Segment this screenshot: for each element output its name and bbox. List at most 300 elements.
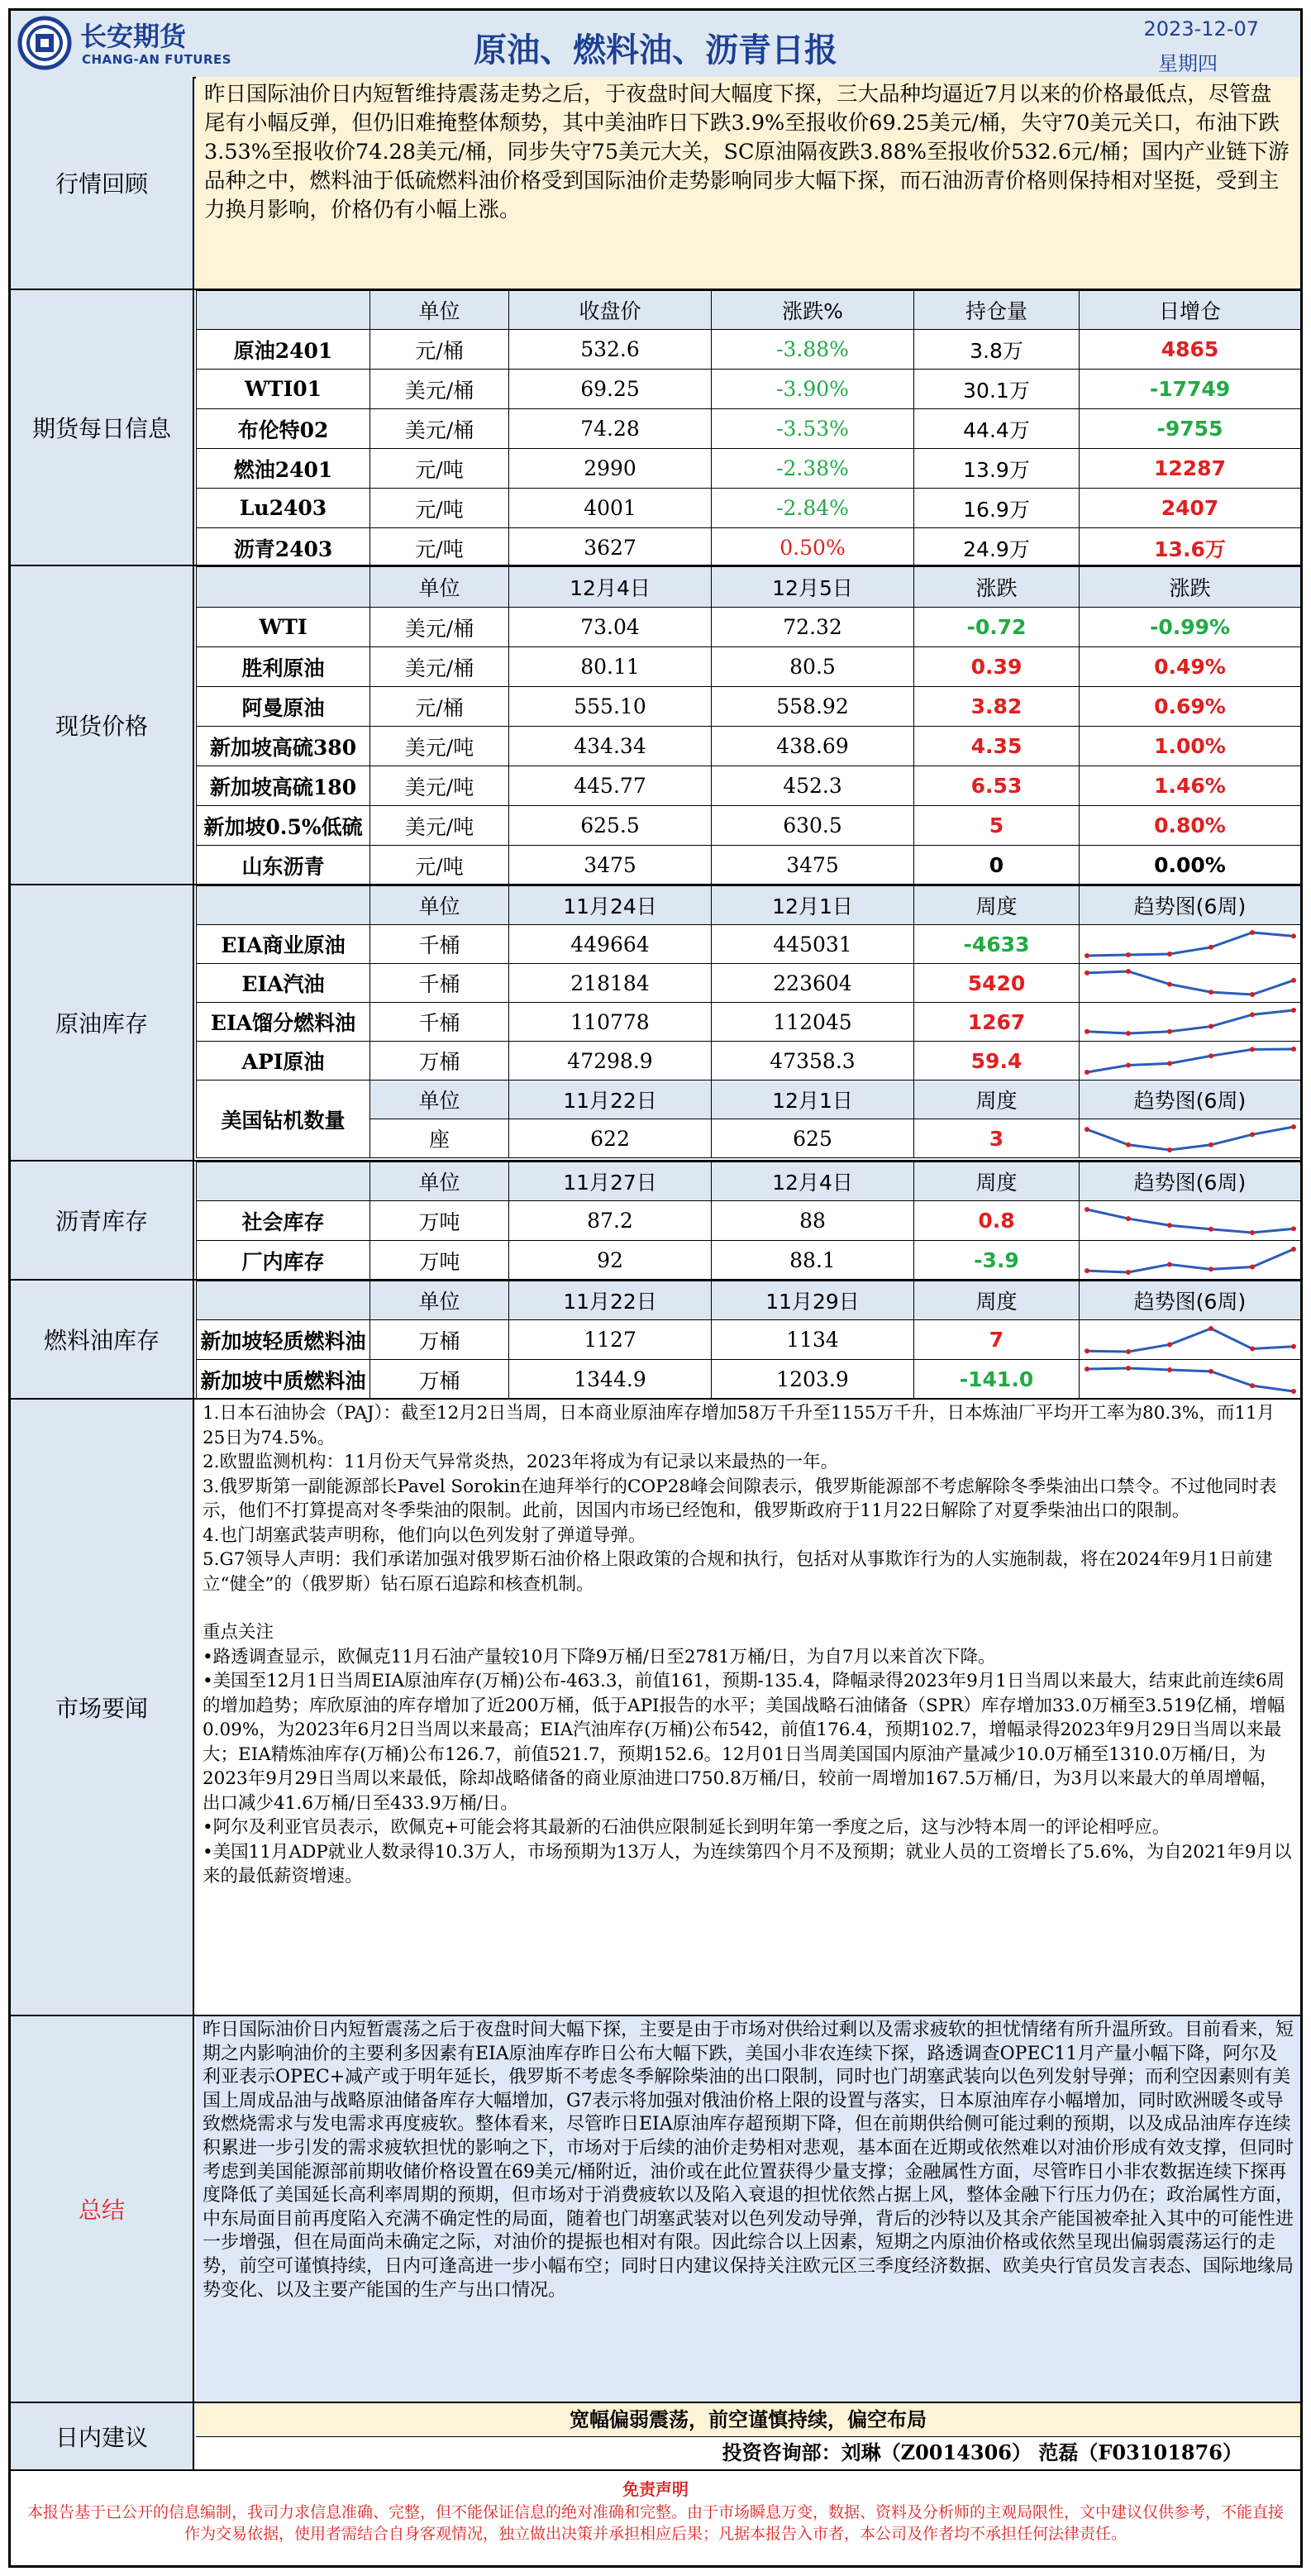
close-price: 2990	[509, 449, 712, 489]
table-row	[197, 608, 1301, 647]
table-header-row	[197, 1281, 1301, 1320]
value-latest: 1203.9	[712, 1360, 914, 1400]
trend-chart-cell	[1080, 1201, 1301, 1241]
column-header: 单位	[370, 567, 509, 608]
unit: 元/桶	[370, 687, 509, 727]
trend-point	[1126, 969, 1131, 974]
section-label: 燃料油库存	[11, 1281, 194, 1398]
market-review-section	[11, 77, 1300, 290]
trend-point	[1085, 1070, 1089, 1075]
section-label: 行情回顾	[11, 77, 194, 289]
trend-point	[1167, 952, 1172, 956]
table-header-row	[197, 1162, 1301, 1201]
trend-point	[1209, 1326, 1213, 1331]
price-day2: 72.32	[712, 608, 914, 647]
crude-inventory-table	[196, 885, 1301, 1158]
trend-sparkline	[1082, 966, 1299, 999]
product-name: 新加坡0.5%低硫	[197, 806, 370, 846]
value-latest: 88.1	[712, 1241, 914, 1281]
product-name: 阿曼原油	[197, 687, 370, 727]
trend-point	[1250, 1012, 1255, 1017]
unit: 元/吨	[370, 449, 509, 489]
trend-point	[1126, 1216, 1131, 1221]
trend-point	[1291, 1008, 1296, 1013]
column-header: 11月27日	[509, 1162, 712, 1201]
column-header: 单位	[370, 1162, 509, 1201]
contract-name: 燃油2401	[197, 449, 370, 489]
table-row	[197, 687, 1301, 727]
trend-point	[1209, 1024, 1213, 1029]
unit: 美元/吨	[370, 806, 509, 846]
change-percent: 0.50%	[712, 528, 914, 568]
trend-point	[1209, 990, 1213, 995]
focus-item: •阿尔及利亚官员表示，欧佩克+可能会将其最新的石油供应限制延长到明年第一季度之后，这与沙特本周一的评论相呼应。	[203, 1817, 1170, 1838]
inventory-name: 社会库存	[197, 1201, 370, 1241]
weekly-change: 59.4	[914, 1042, 1080, 1080]
unit: 美元/吨	[370, 727, 509, 766]
spot-price-section	[11, 566, 1300, 885]
trend-point	[1085, 1366, 1089, 1371]
trend-point	[1085, 1029, 1089, 1034]
column-header: 收盘价	[509, 291, 712, 330]
value-prev: 1344.9	[509, 1360, 712, 1400]
open-interest: 3.8万	[914, 330, 1080, 370]
intraday-suggestion-text: 宽幅偏弱震荡，前空谨慎持续，偏空布局	[196, 2403, 1300, 2437]
weekly-change: -141.0	[914, 1360, 1080, 1400]
news-item: 2.欧盟监测机构：11月份天气异常炎热，2023年将成为有记录以来最热的一年。	[203, 1452, 839, 1472]
table-row	[197, 925, 1301, 964]
column-header: 涨跌%	[712, 291, 914, 330]
section-label: 总结	[11, 2016, 194, 2402]
open-interest-change: -17749	[1080, 370, 1301, 409]
trend-chart-cell	[1080, 964, 1301, 1003]
table-header-row	[197, 567, 1301, 608]
price-day1: 3475	[509, 846, 712, 885]
contract-name: WTI01	[197, 370, 370, 409]
trend-sparkline	[1082, 1122, 1299, 1155]
fuel-inventory-section	[11, 1281, 1300, 1400]
unit: 元/吨	[370, 846, 509, 885]
change-percent: -2.38%	[712, 449, 914, 489]
price-day2: 80.5	[712, 647, 914, 687]
table-row	[197, 1042, 1301, 1080]
table-row	[197, 846, 1301, 885]
trend-point	[1291, 1343, 1296, 1348]
trend-chart-cell	[1080, 1320, 1301, 1360]
trend-point	[1085, 1127, 1089, 1132]
trend-point	[1209, 1053, 1213, 1058]
trend-line	[1087, 1209, 1294, 1233]
section-label: 日内建议	[11, 2403, 194, 2469]
inventory-name: 新加坡轻质燃料油	[197, 1320, 370, 1360]
column-header: 周度	[914, 886, 1080, 925]
weekly-change: 1267	[914, 1003, 1080, 1042]
weekly-change: -4633	[914, 925, 1080, 964]
unit: 万桶	[370, 1042, 509, 1080]
trend-point	[1209, 1368, 1213, 1373]
value-latest: 112045	[712, 1003, 914, 1042]
change-percent: -3.90%	[712, 370, 914, 409]
trend-point	[1250, 1346, 1255, 1351]
price-change-percent: 0.80%	[1080, 806, 1301, 846]
trend-point	[1209, 1226, 1213, 1231]
price-day2: 452.3	[712, 766, 914, 806]
trend-point	[1250, 1047, 1255, 1052]
unit: 万吨	[370, 1241, 509, 1281]
open-interest-change: 2407	[1080, 489, 1301, 528]
trend-point	[1167, 1262, 1172, 1267]
value-prev: 218184	[509, 964, 712, 1003]
unit: 万桶	[370, 1320, 509, 1360]
price-day2: 558.92	[712, 687, 914, 727]
table-row	[197, 370, 1301, 409]
price-day1: 80.11	[509, 647, 712, 687]
product-name: WTI	[197, 608, 370, 647]
asphalt-inventory-table	[196, 1162, 1301, 1281]
focus-item: •美国至12月1日当周EIA原油库存(万桶)公布-463.3，前值161，预期-135.4，降幅录得2023年9月1日当周以来最大，结束此前连续6周的增加趋势；库欣原油的库存增加了近200万桶，低于API报告的水平；美国战略石油储备（SPR）库存增加33.0万桶至3.519亿桶，增幅0.09%，为2023年6月2日当周以来最高；EIA汽油库存(万桶)公布542，前值176.4，预期102.7，增幅录得2023年9月29日当周以来最大；EIA精炼油库存(万桶)公布126.7，前值521.7，预期152.6。12月01日当周美国国内原油产量减少10.0万桶至1310.0万桶/日，为2023年9月29日当周以来最低，除却战略储备的商业原油进口750.8万桶/日，较前一周增加167.5万桶/日，为3月以来最大的单周增幅，出口减少41.6万桶/日至433.9万桶/日。	[203, 1671, 1285, 1814]
trend-point	[1250, 1264, 1255, 1269]
disclaimer-text: 本报告基于已公开的信息编制，我司力求信息准确、完整，但不能保证信息的绝对准确和完整。由于市场瞬息万变，数据、资料及分析师的主观局限性，文中建议仅供参考，不能直接作为交易依据，使用者需结合自身客观情况，独立做出决策并承担相应后果；凡据本报告入市者，本公司及作者均不承担任何法律责任。	[26, 2503, 1284, 2543]
report-weekday: 星期四	[1158, 52, 1218, 75]
news-item: 5.G7领导人声明：我们承诺加强对俄罗斯石油价格上限政策的合规和执行，包括对从事欺诈行为的人实施制裁，将在2024年9月1日前建立“健全”的（俄罗斯）钻石原石追踪和核查机制。	[203, 1549, 1273, 1595]
rig-header-row	[197, 1080, 1301, 1119]
weekly-change: 5420	[914, 964, 1080, 1003]
value-latest: 223604	[712, 964, 914, 1003]
trend-chart-cell	[1080, 1241, 1301, 1281]
trend-line	[1087, 1127, 1294, 1150]
price-day2: 3475	[712, 846, 914, 885]
trend-point	[1085, 1348, 1089, 1353]
column-header: 11月24日	[509, 886, 712, 925]
unit: 美元/桶	[370, 608, 509, 647]
trend-point	[1167, 982, 1172, 987]
news-item: 1.日本石油协会（PAJ）：截至12月2日当周，日本商业原油库存增加58万千升至1155万千升，日本炼油厂平均开工率为80.3%，而11月25日为74.5%。	[203, 1403, 1275, 1448]
disclaimer-section	[11, 2471, 1300, 2565]
price-change-percent: 1.46%	[1080, 766, 1301, 806]
price-day1: 625.5	[509, 806, 712, 846]
column-header: 周度	[914, 1162, 1080, 1201]
contract-name: 原油2401	[197, 330, 370, 370]
value-prev: 110778	[509, 1003, 712, 1042]
market-news-section	[11, 1400, 1300, 2016]
open-interest: 30.1万	[914, 370, 1080, 409]
trend-line	[1087, 971, 1294, 995]
trend-sparkline	[1082, 928, 1299, 961]
trend-point	[1291, 978, 1296, 983]
column-header	[197, 886, 370, 925]
column-header: 持仓量	[914, 291, 1080, 330]
trend-point	[1250, 1230, 1255, 1235]
trend-point	[1085, 1207, 1089, 1212]
close-price: 69.25	[509, 370, 712, 409]
trend-chart-cell	[1080, 1003, 1301, 1042]
focus-title: 重点关注	[203, 1622, 274, 1643]
table-row	[197, 766, 1301, 806]
open-interest-change: 13.6万	[1080, 528, 1301, 568]
value-prev: 622	[509, 1119, 712, 1158]
value-latest: 1134	[712, 1320, 914, 1360]
value-prev: 1127	[509, 1320, 712, 1360]
column-header: 单位	[370, 1080, 509, 1119]
weekly-change: 0.8	[914, 1201, 1080, 1241]
contract-name: Lu2403	[197, 489, 370, 528]
trend-sparkline	[1082, 1044, 1299, 1077]
column-header: 趋势图(6周)	[1080, 1080, 1301, 1119]
trend-point	[1167, 1029, 1172, 1034]
table-row	[197, 449, 1301, 489]
disclaimer-title: 免责声明	[622, 2479, 689, 2499]
column-header: 趋势图(6周)	[1080, 1162, 1301, 1201]
product-name: 新加坡高硫180	[197, 766, 370, 806]
spot-table	[196, 566, 1301, 885]
trend-line	[1087, 1329, 1294, 1352]
news-item: 3.俄罗斯第一副能源部长Pavel Sorokin在迪拜举行的COP28峰会间隙表示，俄罗斯能源部不考虑解除冬季柴油出口禁令。不过他同时表示，他们不打算提高对冬季柴油的限制。此前，因国内市场已经饱和，俄罗斯政府于11月22日解除了对夏季柴油出口的限制。	[203, 1476, 1277, 1521]
unit: 元/吨	[370, 489, 509, 528]
weekly-change: 3	[914, 1119, 1080, 1158]
value-latest: 88	[712, 1201, 914, 1241]
trend-chart-cell	[1080, 1119, 1301, 1158]
section-label: 沥青库存	[11, 1162, 194, 1279]
trend-chart-cell	[1080, 925, 1301, 964]
trend-point	[1291, 1124, 1296, 1129]
news-item: 4.也门胡塞武装声明称，他们向以色列发射了弹道导弹。	[203, 1524, 646, 1546]
trend-line	[1087, 1249, 1294, 1272]
trend-line	[1087, 1010, 1294, 1033]
trend-line	[1087, 1368, 1294, 1391]
value-prev: 47298.9	[509, 1042, 712, 1080]
advisor-info: 投资咨询部：刘琳（Z0014306） 范磊（F03101876）	[722, 2440, 1242, 2464]
intraday-suggestion-section	[11, 2403, 1300, 2471]
column-header: 单位	[370, 886, 509, 925]
trend-chart-cell	[1080, 1042, 1301, 1080]
trend-point	[1085, 1268, 1089, 1273]
trend-point	[1085, 953, 1089, 958]
column-header: 趋势图(6周)	[1080, 1281, 1301, 1320]
column-header	[197, 567, 370, 608]
trend-sparkline	[1082, 1005, 1299, 1038]
column-header: 单位	[370, 1281, 509, 1320]
open-interest-change: 4865	[1080, 330, 1301, 370]
price-day1: 434.34	[509, 727, 712, 766]
trend-sparkline	[1082, 1244, 1299, 1277]
price-day2: 630.5	[712, 806, 914, 846]
contract-name: 布伦特02	[197, 409, 370, 449]
table-row	[197, 489, 1301, 528]
price-day2: 438.69	[712, 727, 914, 766]
table-row	[197, 806, 1301, 846]
inventory-name: 新加坡中质燃料油	[197, 1360, 370, 1400]
value-prev: 87.2	[509, 1201, 712, 1241]
unit: 美元/吨	[370, 766, 509, 806]
column-header: 涨跌	[1080, 567, 1301, 608]
table-row	[197, 1201, 1301, 1241]
asphalt-inventory-section	[11, 1162, 1300, 1281]
trend-point	[1167, 1223, 1172, 1228]
column-header: 12月1日	[712, 886, 914, 925]
column-header: 11月29日	[712, 1281, 914, 1320]
trend-point	[1291, 933, 1296, 938]
trend-point	[1126, 1366, 1131, 1371]
unit: 千桶	[370, 964, 509, 1003]
close-price: 74.28	[509, 409, 712, 449]
column-header: 12月1日	[712, 1080, 914, 1119]
unit: 万桶	[370, 1360, 509, 1400]
trend-point	[1209, 1143, 1213, 1147]
trend-point	[1291, 1047, 1296, 1052]
product-name: 山东沥青	[197, 846, 370, 885]
value-latest: 625	[712, 1119, 914, 1158]
table-row	[197, 1241, 1301, 1281]
table-row	[197, 964, 1301, 1003]
column-header: 涨跌	[914, 567, 1080, 608]
rig-count-name: 美国钻机数量	[197, 1080, 370, 1158]
column-header: 趋势图(6周)	[1080, 886, 1301, 925]
section-label: 现货价格	[11, 566, 194, 884]
price-change-percent: -0.99%	[1080, 608, 1301, 647]
column-header: 日增仓	[1080, 291, 1301, 330]
inventory-name: 厂内库存	[197, 1241, 370, 1281]
unit: 美元/桶	[370, 370, 509, 409]
table-row	[197, 1320, 1301, 1360]
trend-sparkline	[1082, 1324, 1299, 1357]
unit: 元/吨	[370, 528, 509, 568]
column-header: 11月22日	[509, 1080, 712, 1119]
value-latest: 47358.3	[712, 1042, 914, 1080]
trend-point	[1291, 1247, 1296, 1252]
price-change: 4.35	[914, 727, 1080, 766]
price-change-percent: 0.49%	[1080, 647, 1301, 687]
trend-point	[1167, 1061, 1172, 1066]
trend-chart-cell	[1080, 1360, 1301, 1400]
unit: 千桶	[370, 1003, 509, 1042]
change-percent: -2.84%	[712, 489, 914, 528]
column-header: 周度	[914, 1080, 1080, 1119]
section-label: 市场要闻	[11, 1400, 194, 2015]
trend-point	[1085, 971, 1089, 976]
table-row	[197, 1003, 1301, 1042]
futures-table	[196, 290, 1301, 568]
company-name-en: CHANG-AN FUTURES	[82, 52, 232, 67]
table-row	[197, 727, 1301, 766]
summary-text: 昨日国际油价日内短暂震荡之后于夜盘时间大幅下探，主要是由于市场对供给过剩以及需求疲软的担忧情绪有所升温所致。目前看来，短期之内影响油价的主要利多因素有EIA原油库存昨日公布大幅下跌，美国小非农连续下探，路透调查OPEC11月产量小幅下降，阿尔及利亚表示OPEC+减产或于明年延长，俄罗斯不考虑冬季解除柴油的出口限制，同时也门胡塞武装向以色列发射导弹；而利空因素则有美国上周成品油与战略原油储备库存大幅增加，G7表示将加强对俄油价格上限的设置与落实，日本原油库存小幅增加，同时欧洲暖冬或导致燃烧需求与发电需求再度疲软。整体看来，尽管昨日EIA原油库存超预期下降，但在前期供给侧可能过剩的预期，以及成品油库存连续积累进一步引发的需求疲软担忧的影响之下，市场对于后续的油价走势相对悲观，基本面在近期或依然难以对油价形成有效支撑，但同时考虑到美国能源部前期收储价格设置在69美元/桶附近，油价或在此位置获得少量支撑；金融属性方面，尽管昨日小非农数据连续下探再度降低了美国延长高利率周期的预期，但市场对于消费疲软以及陷入衰退的担忧依然占据上风，整体金融下行压力仍在；政治属性方面，中东局面目前再度陷入充满不确定性的局面，随着也门胡塞武装对以色列发动导弹，背后的沙特以及其余产能国被牵扯入其中的可能性进一步增强，但在局面尚未确定之际，对油价的提振也相对有限。因此综合以上因素，短期之内原油价格或依然呈现出偏弱震荡运行的走势，前空可谨慎持续，日内可逢高进一步小幅布空；同时日内建议保持关注欧元区三季度经济数据、欧美央行官员发言表态、国际地缘局势变化、以及主要产能国的生产与出口情况。	[196, 2016, 1300, 2402]
trend-point	[1126, 1270, 1131, 1275]
inventory-name: EIA馏分燃料油	[197, 1003, 370, 1042]
focus-item: •美国11月ADP就业人数录得10.3万人，市场预期为13万人，为连续第四个月不及预期；就业人员的工资增长了5.6%，为自2021年9月以来的最低薪资增速。	[203, 1841, 1292, 1887]
trend-point	[1209, 945, 1213, 950]
fuel-inventory-table	[196, 1281, 1301, 1400]
trend-point	[1167, 1147, 1172, 1152]
value-latest: 445031	[712, 925, 914, 964]
price-change-percent: 0.00%	[1080, 846, 1301, 885]
price-change: 5	[914, 806, 1080, 846]
price-change: 6.53	[914, 766, 1080, 806]
report-page	[8, 8, 1303, 2568]
open-interest: 13.9万	[914, 449, 1080, 489]
contract-name: 沥青2403	[197, 528, 370, 568]
trend-point	[1291, 1226, 1296, 1231]
trend-point	[1291, 1389, 1296, 1394]
column-header: 12月4日	[509, 567, 712, 608]
price-change: -0.72	[914, 608, 1080, 647]
column-header: 周度	[914, 1281, 1080, 1320]
report-title: 原油、燃料油、沥青日报	[474, 31, 837, 69]
trend-sparkline	[1082, 1205, 1299, 1238]
report-date: 2023-12-07	[1143, 17, 1259, 41]
value-prev: 449664	[509, 925, 712, 964]
market-news-content	[196, 1400, 1300, 2015]
open-interest: 44.4万	[914, 409, 1080, 449]
company-name-cn: 长安期货	[80, 21, 187, 52]
trend-point	[1126, 1063, 1131, 1068]
column-header	[197, 1162, 370, 1201]
table-row	[197, 330, 1301, 370]
section-label: 原油库存	[11, 885, 194, 1160]
section-label: 期货每日信息	[11, 290, 194, 565]
price-change-percent: 1.00%	[1080, 727, 1301, 766]
table-header-row	[197, 291, 1301, 330]
column-header: 11月22日	[509, 1281, 712, 1320]
close-price: 532.6	[509, 330, 712, 370]
product-name: 新加坡高硫380	[197, 727, 370, 766]
change-percent: -3.53%	[712, 409, 914, 449]
trend-point	[1250, 1383, 1255, 1388]
table-row	[197, 647, 1301, 687]
open-interest-change: -9755	[1080, 409, 1301, 449]
price-day1: 73.04	[509, 608, 712, 647]
trend-point	[1126, 952, 1131, 957]
price-change: 0.39	[914, 647, 1080, 687]
inventory-name: EIA商业原油	[197, 925, 370, 964]
weekly-change: -3.9	[914, 1241, 1080, 1281]
table-row	[197, 1360, 1301, 1400]
column-header: 12月5日	[712, 567, 914, 608]
close-price: 4001	[509, 489, 712, 528]
trend-point	[1126, 1349, 1131, 1354]
trend-point	[1167, 1342, 1172, 1347]
value-prev: 92	[509, 1241, 712, 1281]
trend-sparkline	[1082, 1363, 1299, 1396]
weekly-change: 7	[914, 1320, 1080, 1360]
crude-inventory-section	[11, 885, 1300, 1162]
column-header: 单位	[370, 291, 509, 330]
trend-point	[1167, 1367, 1172, 1371]
table-row	[197, 528, 1301, 568]
open-interest: 16.9万	[914, 489, 1080, 528]
inventory-name: API原油	[197, 1042, 370, 1080]
trend-line	[1087, 1049, 1294, 1072]
futures-daily-section	[11, 290, 1300, 566]
unit: 万吨	[370, 1201, 509, 1241]
spacer	[203, 1596, 1294, 1620]
price-change: 0	[914, 846, 1080, 885]
focus-item: •路透调查显示，欧佩克11月石油产量较10月下降9万桶/日至2781万桶/日，为自7月以来首次下降。	[203, 1646, 996, 1667]
product-name: 胜利原油	[197, 647, 370, 687]
inventory-name: EIA汽油	[197, 964, 370, 1003]
unit: 美元/桶	[370, 409, 509, 449]
trend-point	[1250, 1132, 1255, 1137]
trend-point	[1126, 1143, 1131, 1147]
trend-point	[1250, 930, 1255, 935]
unit: 座	[370, 1119, 509, 1158]
trend-point	[1250, 992, 1255, 997]
unit: 元/桶	[370, 330, 509, 370]
report-header	[11, 11, 1300, 79]
table-row	[197, 409, 1301, 449]
market-review-text: 昨日国际油价日内短暂维持震荡走势之后，于夜盘时间大幅度下探，三大品种均逼近7月以来的价格最低点，尽管盘尾有小幅反弹，但仍旧难掩整体颓势，其中美油昨日下跌3.9%至报收价69.25美元/桶，失守70美元关口，布油下跌3.53%至报收价74.28美元/桶，同步失守75美元大关，SC原油隔夜跌3.88%至报收价532.6元/桶；国内产业链下游品种之中，燃料油于低硫燃料油价格受到国际油价走势影响同步大幅下探，而石油沥青价格则保持相对坚挺，受到主力换月影响，价格仍有小幅上涨。	[196, 77, 1300, 289]
column-header	[197, 1281, 370, 1320]
close-price: 3627	[509, 528, 712, 568]
change-percent: -3.88%	[712, 330, 914, 370]
